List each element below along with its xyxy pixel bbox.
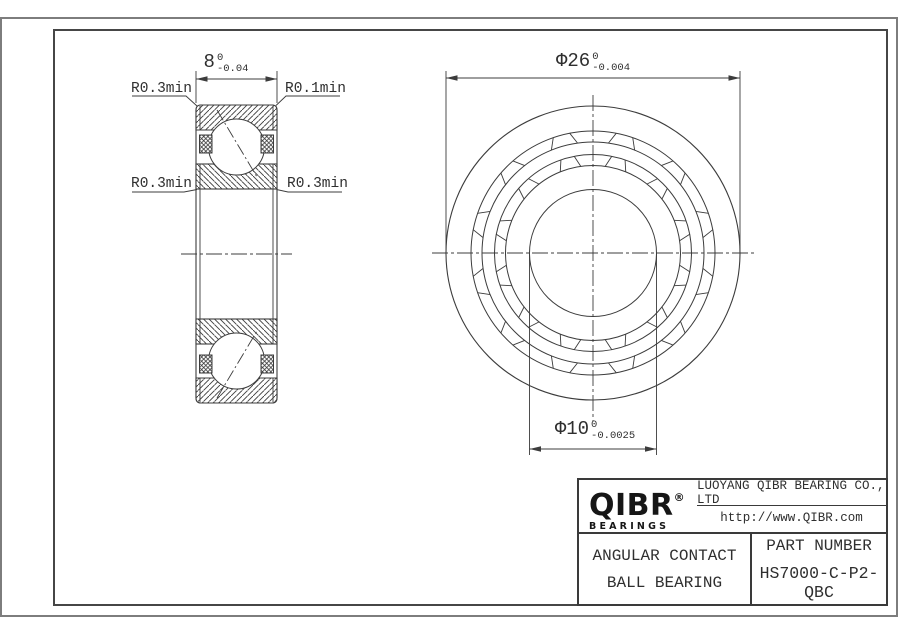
bore-dimension bbox=[530, 419, 660, 441]
part-number-value: HS7000-C-P2-QBC bbox=[759, 563, 879, 602]
radius-label-top-right: R0.1min bbox=[285, 81, 346, 97]
width-dimension bbox=[186, 52, 266, 74]
title-block-header-row bbox=[579, 480, 886, 534]
bore-nominal: Φ10 bbox=[554, 418, 590, 440]
product-name-cell bbox=[579, 534, 752, 604]
title-block bbox=[577, 478, 888, 606]
width-tolerance: 0 -0.04 bbox=[216, 52, 249, 75]
width-nominal: 8 bbox=[203, 51, 215, 73]
company-logo bbox=[589, 483, 695, 532]
part-number-cell bbox=[752, 534, 886, 604]
registered-trademark-icon: ® bbox=[673, 491, 685, 504]
od-dimension bbox=[533, 51, 653, 73]
logo-wordmark: QIBR® bbox=[589, 488, 685, 523]
product-line1: ANGULAR CONTACT bbox=[592, 546, 737, 565]
company-name: LUOYANG QIBR BEARING CO., LTD bbox=[697, 478, 885, 507]
company-info-cell bbox=[697, 480, 886, 532]
radius-label-mid-right: R0.3min bbox=[287, 176, 348, 192]
od-tolerance: 0 -0.004 bbox=[592, 51, 631, 74]
bore-tolerance: 0 -0.0025 bbox=[591, 419, 636, 442]
product-line2: BALL BEARING bbox=[606, 573, 723, 592]
radius-label-top-left: R0.3min bbox=[131, 81, 192, 97]
radius-label-mid-left: R0.3min bbox=[131, 176, 192, 192]
company-website: http://www.QIBR.com bbox=[720, 511, 863, 525]
part-number-label: PART NUMBER bbox=[766, 536, 872, 555]
logo-subtitle: BEARINGS bbox=[589, 521, 670, 532]
od-nominal: Φ26 bbox=[555, 50, 591, 72]
title-block-bottom-row bbox=[579, 534, 886, 604]
